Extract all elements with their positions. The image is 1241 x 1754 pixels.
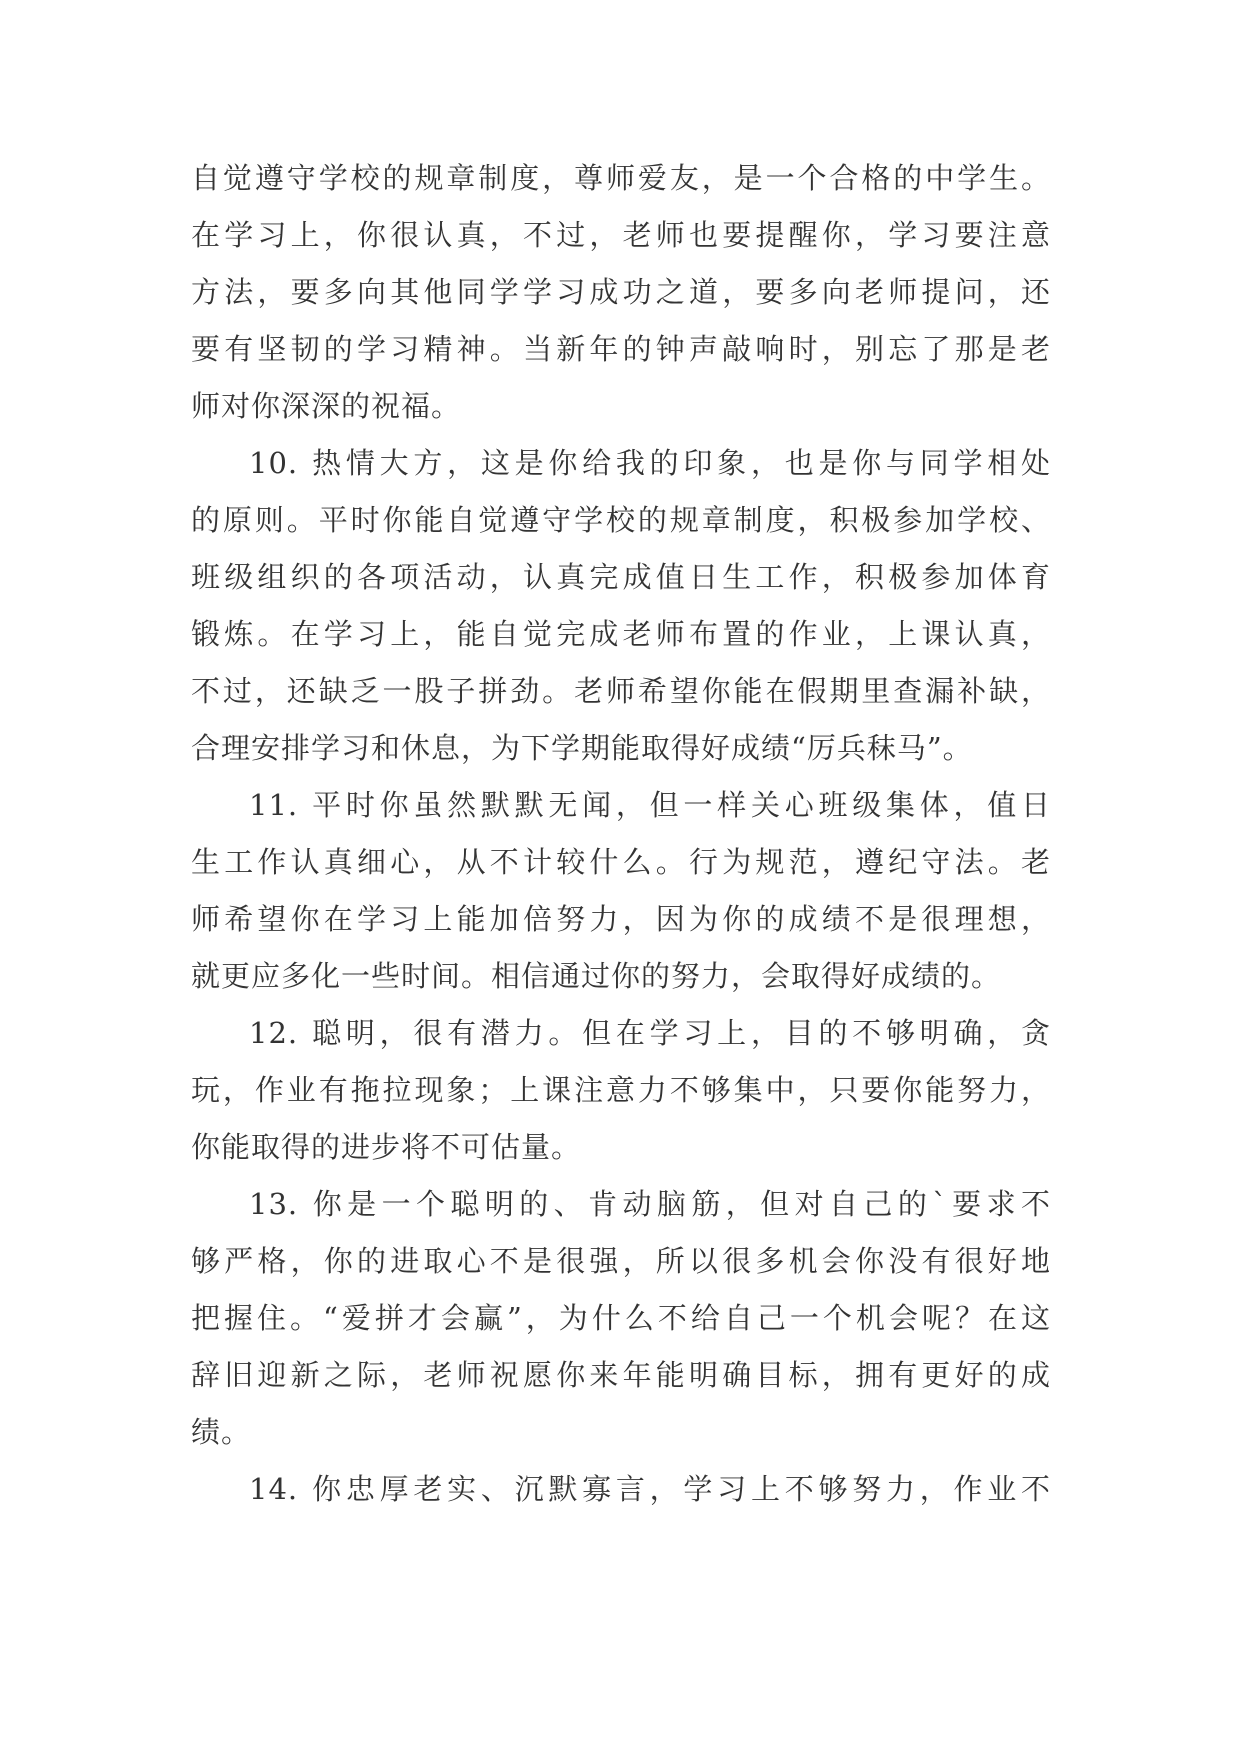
text-line: 玩，作业有拖拉现象；上课注意力不够集中，只要你能努力， xyxy=(191,1073,1051,1107)
text-line: 不过，还缺乏一股子拼劲。老师希望你能在假期里查漏补缺， xyxy=(191,674,1051,708)
text-line: 生工作认真细心，从不计较什么。行为规范，遵纪守法。老 xyxy=(191,845,1051,879)
text-line: 师对你深深的祝福。 xyxy=(191,389,462,423)
text-line: 锻炼。在学习上，能自觉完成老师布置的作业，上课认真， xyxy=(191,617,1051,651)
text-line: 10. 热情大方，这是你给我的印象，也是你与同学相处 xyxy=(249,446,1051,480)
text-line: 14. 你忠厚老实、沉默寡言，学习上不够努力，作业不 xyxy=(249,1472,1051,1506)
text-line: 的原则。平时你能自觉遵守学校的规章制度，积极参加学校、 xyxy=(191,503,1051,537)
text-line: 方法，要多向其他同学学习成功之道，要多向老师提问，还 xyxy=(191,275,1051,309)
text-line: 绩。 xyxy=(191,1415,252,1449)
text-line: 就更应多化一些时间。相信通过你的努力，会取得好成绩的。 xyxy=(191,959,1002,993)
text-line: 12. 聪明，很有潜力。但在学习上，目的不够明确，贪 xyxy=(249,1016,1051,1050)
text-line: 够严格，你的进取心不是很强，所以很多机会你没有很好地 xyxy=(191,1244,1051,1278)
text-line: 辞旧迎新之际，老师祝愿你来年能明确目标，拥有更好的成 xyxy=(191,1358,1051,1392)
text-line: 11. 平时你虽然默默无闻，但一样关心班级集体，值日 xyxy=(249,788,1051,822)
text-line: 你能取得的进步将不可估量。 xyxy=(191,1130,582,1164)
text-line: 要有坚韧的学习精神。当新年的钟声敲响时，别忘了那是老 xyxy=(191,332,1051,366)
text-line: 13. 你是一个聪明的、肯动脑筋，但对自己的`要求不 xyxy=(249,1187,1051,1221)
text-line: 把握住。“爱拼才会赢”，为什么不给自己一个机会呢？在这 xyxy=(191,1301,1051,1335)
text-line: 师希望你在学习上能加倍努力，因为你的成绩不是很理想， xyxy=(191,902,1051,936)
text-line: 合理安排学习和休息，为下学期能取得好成绩“厉兵秣马”。 xyxy=(191,731,973,765)
document-body xyxy=(191,150,1051,1518)
text-line: 班级组织的各项活动，认真完成值日生工作，积极参加体育 xyxy=(191,560,1051,594)
text-line: 在学习上，你很认真，不过，老师也要提醒你，学习要注意 xyxy=(191,218,1051,252)
text-line: 自觉遵守学校的规章制度，尊师爱友，是一个合格的中学生。 xyxy=(191,161,1051,195)
